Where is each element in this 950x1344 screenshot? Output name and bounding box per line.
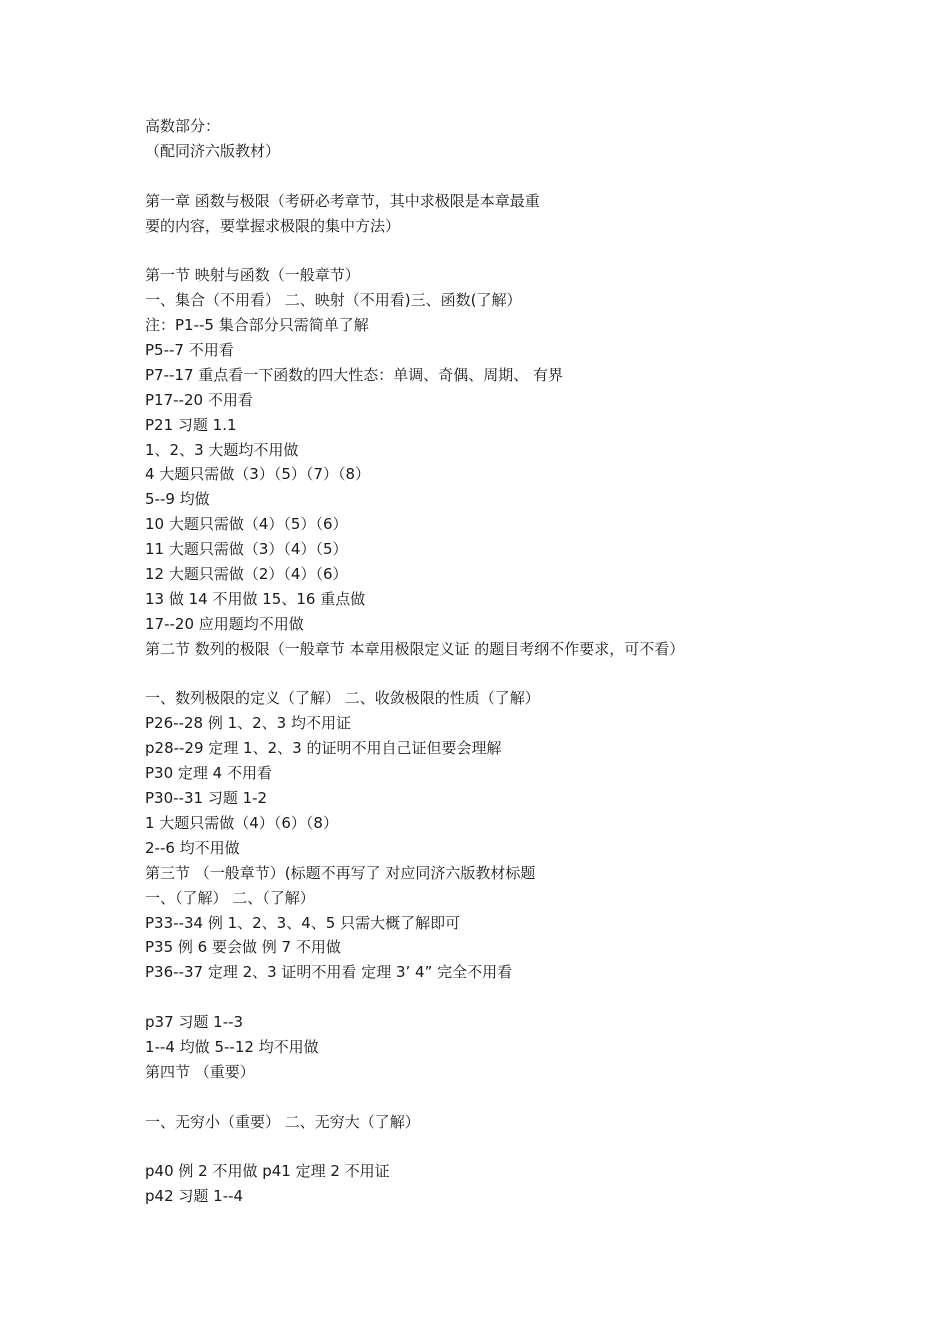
text-line: 10 大题只需做（4）（5）（6） <box>145 515 348 534</box>
blank-line <box>145 985 905 1010</box>
text-line: P21 习题 1.1 <box>145 415 237 434</box>
blank-line <box>145 662 905 687</box>
text-line: 注：P1--5 集合部分只需简单了解 <box>145 316 369 335</box>
text-line: 1 大题只需做（4）（6）（8） <box>145 813 338 832</box>
text-line: P36--37 定理 2、3 证明不用看 定理 3’ 4” 完全不用看 <box>145 963 513 982</box>
text-line: 12 大题只需做（2）（4）（6） <box>145 565 348 584</box>
text-line: 一、无穷小（重要） 二、无穷大（了解） <box>145 1112 420 1131</box>
text-line: P33--34 例 1、2、3、4、5 只需大概了解即可 <box>145 913 461 932</box>
text-line: 1、2、3 大题均不用做 <box>145 440 299 459</box>
text-line: （配同济六版教材） <box>145 141 281 160</box>
text-line: 第三节 （一般章节）(标题不再写了 对应同济六版教材标题 <box>145 863 536 882</box>
text-line: P35 例 6 要会做 例 7 不用做 <box>145 938 341 957</box>
text-line: 5--9 均做 <box>145 490 210 509</box>
text-line: 13 做 14 不用做 15、16 重点做 <box>145 589 366 608</box>
text-line: 17--20 应用题均不用做 <box>145 614 304 633</box>
text-line: P30 定理 4 不用看 <box>145 764 272 783</box>
text-line: p42 习题 1--4 <box>145 1187 244 1206</box>
text-line: 4 大题只需做（3）（5）（7）（8） <box>145 465 370 484</box>
blank-line <box>145 1085 905 1110</box>
text-line: 要的内容，要掌握求极限的集中方法） <box>145 216 401 235</box>
text-line: 第一章 函数与极限（考研必考章节，其中求极限是本章最重 <box>145 191 540 210</box>
text-line: 一、（了解） 二、（了解） <box>145 888 315 907</box>
text-line: 11 大题只需做（3）（4）（5） <box>145 540 348 559</box>
document-text-body <box>145 114 905 1209</box>
blank-line <box>145 164 905 189</box>
text-line: 高数部分： <box>145 117 221 135</box>
blank-line <box>145 238 905 263</box>
text-line: P26--28 例 1、2、3 均不用证 <box>145 714 351 733</box>
text-line: P5--7 不用看 <box>145 341 234 360</box>
text-line: 第四节 （重要） <box>145 1062 255 1081</box>
text-line: 第二节 数列的极限（一般章节 本章用极限定义证 的题目考纲不作要求，可不看） <box>145 639 685 658</box>
text-line: 1--4 均做 5--12 均不用做 <box>145 1037 319 1056</box>
text-line: 第一节 映射与函数（一般章节） <box>145 266 360 285</box>
text-line: p37 习题 1--3 <box>145 1013 244 1032</box>
blank-line <box>145 1135 905 1160</box>
text-line: P30--31 习题 1-2 <box>145 789 268 808</box>
text-line: p28--29 定理 1、2、3 的证明不用自己证但要会理解 <box>145 739 502 758</box>
text-line: 2--6 均不用做 <box>145 838 240 857</box>
text-line: P7--17 重点看一下函数的四大性态：单调、奇偶、周期、 有界 <box>145 365 564 384</box>
text-line: P17--20 不用看 <box>145 390 253 409</box>
text-line: 一、集合（不用看） 二、映射（不用看)三、函数(了解） <box>145 291 522 310</box>
text-line: p40 例 2 不用做 p41 定理 2 不用证 <box>145 1162 390 1181</box>
text-line: 一、数列极限的定义（了解） 二、收敛极限的性质（了解） <box>145 689 540 708</box>
